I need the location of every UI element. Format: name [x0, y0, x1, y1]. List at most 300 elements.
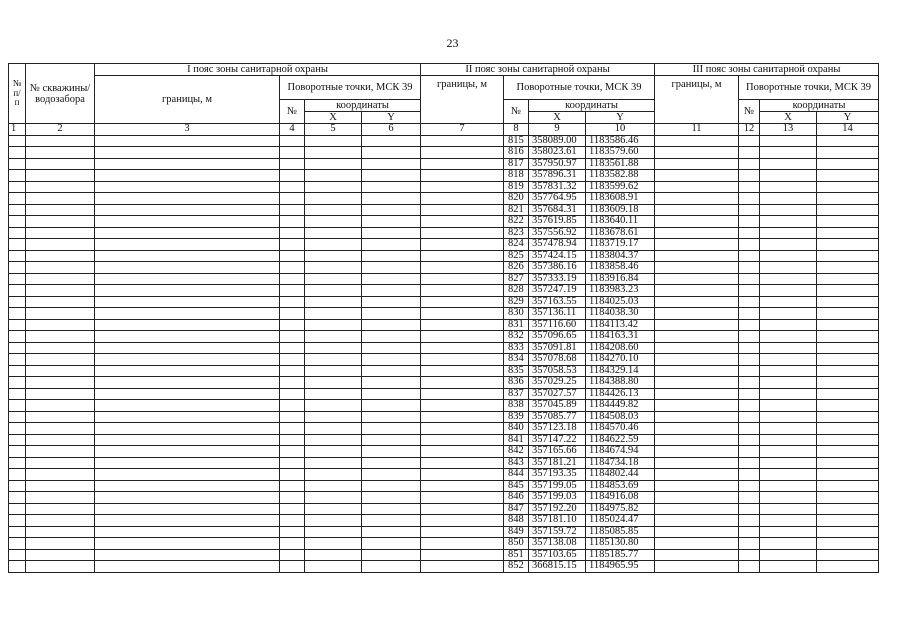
empty-cell	[817, 388, 879, 400]
empty-cell	[95, 296, 280, 308]
coordinate-x: 357123.18	[529, 423, 586, 435]
empty-cell	[362, 227, 421, 239]
empty-cell	[739, 273, 760, 285]
empty-cell	[280, 400, 305, 412]
point-number: 815	[504, 135, 529, 147]
column-number: 3	[95, 124, 280, 136]
coordinate-x: 357091.81	[529, 342, 586, 354]
coordinate-y: 1183640.11	[586, 216, 655, 228]
empty-cell	[655, 469, 739, 481]
empty-cell	[739, 331, 760, 343]
empty-cell	[362, 331, 421, 343]
coordinate-x: 357478.94	[529, 239, 586, 251]
empty-cell	[95, 503, 280, 515]
empty-cell	[760, 411, 817, 423]
empty-cell	[362, 273, 421, 285]
empty-cell	[26, 319, 95, 331]
empty-cell	[817, 561, 879, 573]
empty-cell	[280, 377, 305, 389]
empty-cell	[655, 446, 739, 458]
header-zone-1-y: Y	[362, 112, 421, 124]
empty-cell	[26, 227, 95, 239]
empty-cell	[305, 227, 362, 239]
empty-cell	[739, 342, 760, 354]
empty-cell	[739, 135, 760, 147]
empty-cell	[817, 480, 879, 492]
point-number: 837	[504, 388, 529, 400]
coordinate-x: 358089.00	[529, 135, 586, 147]
empty-cell	[9, 135, 26, 147]
empty-cell	[280, 239, 305, 251]
empty-cell	[817, 204, 879, 216]
empty-cell	[26, 549, 95, 561]
empty-cell	[305, 377, 362, 389]
empty-cell	[362, 480, 421, 492]
empty-cell	[421, 561, 504, 573]
coordinate-y: 1183916.84	[586, 273, 655, 285]
empty-cell	[305, 262, 362, 274]
empty-cell	[817, 503, 879, 515]
empty-cell	[817, 411, 879, 423]
empty-cell	[421, 526, 504, 538]
empty-cell	[655, 480, 739, 492]
empty-cell	[26, 239, 95, 251]
empty-cell	[305, 158, 362, 170]
empty-cell	[26, 135, 95, 147]
point-number: 851	[504, 549, 529, 561]
column-number: 2	[26, 124, 95, 136]
empty-cell	[280, 273, 305, 285]
empty-cell	[655, 239, 739, 251]
empty-cell	[9, 388, 26, 400]
empty-cell	[95, 561, 280, 573]
empty-cell	[280, 319, 305, 331]
table-row	[9, 526, 879, 538]
empty-cell	[305, 285, 362, 297]
empty-cell	[305, 342, 362, 354]
empty-cell	[655, 388, 739, 400]
point-number: 832	[504, 331, 529, 343]
point-number: 820	[504, 193, 529, 205]
empty-cell	[95, 170, 280, 182]
empty-cell	[95, 446, 280, 458]
empty-cell	[26, 158, 95, 170]
empty-cell	[739, 515, 760, 527]
empty-cell	[9, 434, 26, 446]
table-row	[9, 262, 879, 274]
empty-cell	[760, 250, 817, 262]
empty-cell	[362, 319, 421, 331]
empty-cell	[421, 170, 504, 182]
empty-cell	[95, 549, 280, 561]
empty-cell	[26, 400, 95, 412]
header-row-number: № п/п	[9, 64, 26, 124]
empty-cell	[760, 227, 817, 239]
empty-cell	[305, 446, 362, 458]
empty-cell	[421, 158, 504, 170]
empty-cell	[362, 423, 421, 435]
empty-cell	[26, 296, 95, 308]
empty-cell	[26, 538, 95, 550]
empty-cell	[655, 227, 739, 239]
sanitary-zone-table	[8, 63, 879, 573]
empty-cell	[9, 411, 26, 423]
coordinate-x: 357078.68	[529, 354, 586, 366]
empty-cell	[280, 388, 305, 400]
empty-cell	[760, 273, 817, 285]
empty-cell	[26, 285, 95, 297]
empty-cell	[655, 147, 739, 159]
empty-cell	[739, 549, 760, 561]
empty-cell	[421, 423, 504, 435]
empty-cell	[362, 492, 421, 504]
coordinate-x: 357147.22	[529, 434, 586, 446]
point-number: 844	[504, 469, 529, 481]
empty-cell	[305, 170, 362, 182]
table-row	[9, 204, 879, 216]
empty-cell	[305, 423, 362, 435]
coordinate-y: 1184965.95	[586, 561, 655, 573]
empty-cell	[817, 239, 879, 251]
empty-cell	[280, 170, 305, 182]
table-body	[9, 135, 879, 572]
empty-cell	[26, 365, 95, 377]
empty-cell	[280, 411, 305, 423]
empty-cell	[739, 239, 760, 251]
empty-cell	[305, 492, 362, 504]
header-zone-2-no: №	[504, 100, 529, 124]
empty-cell	[9, 503, 26, 515]
empty-cell	[421, 388, 504, 400]
empty-cell	[817, 262, 879, 274]
header-zone-1-x: X	[305, 112, 362, 124]
empty-cell	[280, 296, 305, 308]
empty-cell	[739, 457, 760, 469]
empty-cell	[760, 365, 817, 377]
coordinate-x: 357896.31	[529, 170, 586, 182]
coordinate-y: 1183858.46	[586, 262, 655, 274]
point-number: 846	[504, 492, 529, 504]
point-number: 816	[504, 147, 529, 159]
column-number: 1	[9, 124, 26, 136]
empty-cell	[760, 377, 817, 389]
point-number: 833	[504, 342, 529, 354]
empty-cell	[760, 308, 817, 320]
empty-cell	[362, 170, 421, 182]
empty-cell	[421, 411, 504, 423]
coordinate-y: 1184329.14	[586, 365, 655, 377]
empty-cell	[655, 262, 739, 274]
column-number: 12	[739, 124, 760, 136]
empty-cell	[760, 400, 817, 412]
coordinate-y: 1184570.46	[586, 423, 655, 435]
empty-cell	[305, 400, 362, 412]
empty-cell	[739, 411, 760, 423]
empty-cell	[9, 423, 26, 435]
table-row	[9, 239, 879, 251]
header-zone-3-turn-points: Поворотные точки, МСК 39	[739, 76, 879, 100]
empty-cell	[655, 204, 739, 216]
empty-cell	[421, 400, 504, 412]
table-row	[9, 480, 879, 492]
empty-cell	[305, 503, 362, 515]
empty-cell	[817, 319, 879, 331]
empty-cell	[760, 423, 817, 435]
point-number: 848	[504, 515, 529, 527]
table-row	[9, 457, 879, 469]
empty-cell	[95, 331, 280, 343]
empty-cell	[817, 158, 879, 170]
empty-cell	[95, 492, 280, 504]
empty-cell	[95, 273, 280, 285]
empty-cell	[9, 492, 26, 504]
empty-cell	[655, 296, 739, 308]
empty-cell	[26, 170, 95, 182]
table-row	[9, 285, 879, 297]
coordinate-y: 1183608.91	[586, 193, 655, 205]
empty-cell	[95, 216, 280, 228]
empty-cell	[280, 354, 305, 366]
empty-cell	[26, 561, 95, 573]
point-number: 823	[504, 227, 529, 239]
empty-cell	[95, 285, 280, 297]
empty-cell	[362, 515, 421, 527]
coordinate-y: 1184449.82	[586, 400, 655, 412]
column-number-row	[9, 124, 879, 136]
empty-cell	[760, 204, 817, 216]
empty-cell	[280, 446, 305, 458]
empty-cell	[760, 388, 817, 400]
empty-cell	[817, 285, 879, 297]
point-number: 819	[504, 181, 529, 193]
empty-cell	[26, 446, 95, 458]
point-number: 818	[504, 170, 529, 182]
empty-cell	[760, 181, 817, 193]
column-number: 7	[421, 124, 504, 136]
coordinate-x: 357950.97	[529, 158, 586, 170]
empty-cell	[362, 549, 421, 561]
empty-cell	[817, 216, 879, 228]
empty-cell	[362, 250, 421, 262]
empty-cell	[655, 526, 739, 538]
empty-cell	[739, 170, 760, 182]
coordinate-x: 357386.16	[529, 262, 586, 274]
empty-cell	[739, 285, 760, 297]
table-row	[9, 342, 879, 354]
coordinate-x: 357085.77	[529, 411, 586, 423]
empty-cell	[817, 135, 879, 147]
empty-cell	[421, 193, 504, 205]
header-zone-2: II пояс зоны санитарной охраны	[421, 64, 655, 76]
empty-cell	[280, 181, 305, 193]
empty-cell	[421, 227, 504, 239]
empty-cell	[305, 515, 362, 527]
point-number: 829	[504, 296, 529, 308]
empty-cell	[655, 193, 739, 205]
empty-cell	[26, 354, 95, 366]
table-row	[9, 158, 879, 170]
coordinate-y: 1183599.62	[586, 181, 655, 193]
empty-cell	[26, 434, 95, 446]
empty-cell	[280, 538, 305, 550]
empty-cell	[95, 262, 280, 274]
empty-cell	[280, 423, 305, 435]
empty-cell	[760, 285, 817, 297]
table-row	[9, 377, 879, 389]
empty-cell	[421, 181, 504, 193]
point-number: 828	[504, 285, 529, 297]
empty-cell	[26, 492, 95, 504]
empty-cell	[9, 239, 26, 251]
empty-cell	[421, 285, 504, 297]
coordinate-y: 1184113.42	[586, 319, 655, 331]
empty-cell	[739, 250, 760, 262]
empty-cell	[26, 250, 95, 262]
point-number: 835	[504, 365, 529, 377]
empty-cell	[95, 434, 280, 446]
empty-cell	[9, 480, 26, 492]
empty-cell	[760, 480, 817, 492]
empty-cell	[9, 354, 26, 366]
empty-cell	[421, 204, 504, 216]
point-number: 840	[504, 423, 529, 435]
empty-cell	[280, 216, 305, 228]
empty-cell	[9, 377, 26, 389]
empty-cell	[305, 480, 362, 492]
empty-cell	[362, 296, 421, 308]
empty-cell	[817, 515, 879, 527]
header-zone-1-coordinates: координаты	[305, 100, 421, 112]
empty-cell	[739, 446, 760, 458]
empty-cell	[421, 457, 504, 469]
coordinate-x: 357045.89	[529, 400, 586, 412]
empty-cell	[421, 549, 504, 561]
empty-cell	[362, 446, 421, 458]
empty-cell	[280, 147, 305, 159]
empty-cell	[817, 446, 879, 458]
table-row	[9, 469, 879, 481]
coordinate-y: 1184975.82	[586, 503, 655, 515]
table-row	[9, 273, 879, 285]
empty-cell	[9, 308, 26, 320]
empty-cell	[305, 135, 362, 147]
empty-cell	[760, 147, 817, 159]
empty-cell	[817, 354, 879, 366]
point-number: 843	[504, 457, 529, 469]
coordinate-y: 1184802.44	[586, 469, 655, 481]
empty-cell	[362, 400, 421, 412]
empty-cell	[817, 308, 879, 320]
empty-cell	[817, 250, 879, 262]
coordinate-y: 1184038.30	[586, 308, 655, 320]
empty-cell	[817, 549, 879, 561]
table-row	[9, 331, 879, 343]
empty-cell	[421, 319, 504, 331]
empty-cell	[9, 285, 26, 297]
empty-cell	[362, 193, 421, 205]
empty-cell	[655, 411, 739, 423]
empty-cell	[739, 158, 760, 170]
empty-cell	[655, 400, 739, 412]
table-row	[9, 135, 879, 147]
coordinate-x: 358023.61	[529, 147, 586, 159]
empty-cell	[280, 503, 305, 515]
empty-cell	[95, 538, 280, 550]
table-row	[9, 181, 879, 193]
empty-cell	[305, 365, 362, 377]
empty-cell	[26, 342, 95, 354]
empty-cell	[280, 331, 305, 343]
empty-cell	[9, 549, 26, 561]
empty-cell	[655, 492, 739, 504]
table-row	[9, 147, 879, 159]
point-number: 847	[504, 503, 529, 515]
coordinate-x: 357556.92	[529, 227, 586, 239]
column-number: 5	[305, 124, 362, 136]
empty-cell	[26, 262, 95, 274]
coordinate-y: 1183719.17	[586, 239, 655, 251]
header-zone-1-turn-points: Поворотные точки, МСК 39	[280, 76, 421, 100]
empty-cell	[655, 308, 739, 320]
empty-cell	[305, 216, 362, 228]
empty-cell	[95, 377, 280, 389]
header-zone-2-y: Y	[586, 112, 655, 124]
coordinate-x: 357116.60	[529, 319, 586, 331]
column-number: 13	[760, 124, 817, 136]
empty-cell	[95, 526, 280, 538]
empty-cell	[305, 561, 362, 573]
empty-cell	[760, 446, 817, 458]
empty-cell	[739, 388, 760, 400]
coordinate-x: 366815.15	[529, 561, 586, 573]
empty-cell	[362, 342, 421, 354]
header-zone-3-coordinates: координаты	[760, 100, 879, 112]
empty-cell	[9, 158, 26, 170]
coordinate-y: 1184674.94	[586, 446, 655, 458]
header-zone-1-boundaries: границы, м	[95, 76, 280, 124]
empty-cell	[760, 503, 817, 515]
empty-cell	[280, 227, 305, 239]
table-row	[9, 227, 879, 239]
empty-cell	[362, 285, 421, 297]
empty-cell	[95, 147, 280, 159]
empty-cell	[362, 147, 421, 159]
coordinate-x: 357181.10	[529, 515, 586, 527]
empty-cell	[421, 538, 504, 550]
coordinate-x: 357684.31	[529, 204, 586, 216]
empty-cell	[362, 561, 421, 573]
empty-cell	[655, 342, 739, 354]
empty-cell	[739, 423, 760, 435]
empty-cell	[9, 319, 26, 331]
point-number: 834	[504, 354, 529, 366]
point-number: 836	[504, 377, 529, 389]
point-number: 852	[504, 561, 529, 573]
empty-cell	[280, 193, 305, 205]
empty-cell	[280, 308, 305, 320]
coordinate-y: 1184270.10	[586, 354, 655, 366]
empty-cell	[655, 158, 739, 170]
empty-cell	[817, 181, 879, 193]
empty-cell	[305, 526, 362, 538]
empty-cell	[421, 308, 504, 320]
empty-cell	[95, 423, 280, 435]
empty-cell	[760, 158, 817, 170]
empty-cell	[305, 538, 362, 550]
empty-cell	[760, 515, 817, 527]
empty-cell	[760, 561, 817, 573]
coordinate-y: 1184853.69	[586, 480, 655, 492]
